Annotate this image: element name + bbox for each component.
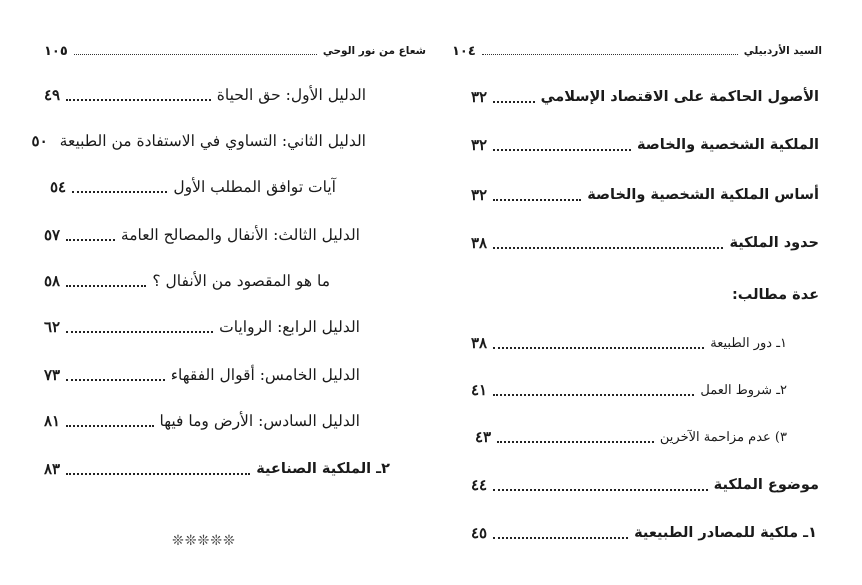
toc-entry[interactable] [44,82,366,108]
toc-entry-page: ٥٤ [50,178,67,196]
toc-entry-label: الدليل الثالث: الأنفال والمصالح العامة [120,226,360,244]
toc-entry-page: ٥٨ [44,272,61,290]
leader-dots [493,149,631,151]
leader-dots [72,191,167,193]
toc-entry-label: موضوع الملكية [713,477,819,493]
toc-entry-label: ٣) عدم مزاحمة الآخرين [659,429,787,445]
toc-entry-page: ٦٢ [44,318,61,336]
page-number: ١٠٤ [452,43,476,59]
leader-dots [493,537,628,539]
leader-dots [482,54,738,55]
toc-entry[interactable] [475,424,787,450]
toc-entry-page: ٤٥ [471,524,488,542]
toc-entry-page: ٤٤ [471,476,488,494]
toc-entry[interactable] [31,128,366,154]
toc-entry[interactable] [44,222,360,248]
toc-entry-label: الملكية الشخصية والخاصة [636,137,819,153]
toc-entry[interactable] [44,408,360,434]
leader-dots [66,99,211,101]
toc-entry-page: ٨١ [44,412,61,430]
toc-entry[interactable] [471,377,787,403]
leader-dots [66,285,146,287]
toc-entry-page: ٧٣ [44,366,61,384]
leader-dots [66,379,165,381]
toc-entry[interactable] [44,362,360,388]
right-page [431,0,862,585]
toc-entry-label: الدليل السادس: الأرض وما فيها [159,412,360,430]
toc-entry[interactable] [44,456,390,482]
toc-entry[interactable] [471,84,819,110]
toc-entry-label: حدود الملكية [729,235,819,251]
leader-dots [493,199,581,201]
leader-dots [493,489,708,491]
toc-entry[interactable] [471,330,787,356]
toc-entry-page: ٨٣ [44,460,61,478]
toc-entry-label: الدليل الرابع: الروايات [219,318,360,336]
toc-entry-label: آيات توافق المطلب الأول [173,178,336,196]
toc-heading-label: عدة مطالب: [731,287,819,303]
toc-entry-page: ٣٢ [471,186,488,204]
running-header [452,42,822,60]
toc-entry-page: ٤٣ [475,428,492,446]
leader-dots [497,441,654,443]
toc-entry[interactable] [50,174,336,200]
toc-entry-label: الأصول الحاكمة على الاقتصاد الإسلامي [540,89,819,105]
toc-entry-page: ٣٨ [471,334,488,352]
toc-entry-page: ٣٢ [471,136,488,154]
running-header-title: السيد الأردبيلي [743,45,822,57]
toc-section-heading [471,282,819,308]
toc-entry-label: ١ـ دور الطبيعة [710,335,787,351]
section-end-marker: ❊❊❊❊❊ [172,533,236,549]
toc-entry-page: ٤١ [471,381,488,399]
leader-dots [66,425,153,427]
leader-dots [66,331,213,333]
toc-entry-page: ٤٩ [44,86,61,104]
toc-entry-label: الدليل الأول: حق الحياة [216,86,366,104]
toc-entry-label: ٢ـ الملكية الصناعية [256,461,390,477]
toc-entry-page: ٥٠ [31,132,48,150]
toc-entry-label: ٢ـ شروط العمل [700,382,787,398]
leader-dots [493,247,723,249]
toc-entry-label: الدليل الخامس: أقوال الفقهاء [170,366,360,384]
toc-entry-label: ما هو المقصود من الأنفال ؟ [152,272,330,290]
toc-entry-page: ٣٢ [471,88,488,106]
toc-entry-label: الدليل الثاني: التساوي في الاستفادة من الطبيعة [59,132,366,150]
toc-entry[interactable] [471,182,819,208]
toc-entry-page: ٥٧ [44,226,61,244]
leader-dots [493,347,704,349]
toc-entry[interactable] [471,520,817,546]
toc-entry[interactable] [471,230,819,256]
running-header [44,42,426,60]
toc-entry-page: ٣٨ [471,234,488,252]
leader-dots [493,101,534,103]
page-number: ١٠٥ [44,43,68,59]
running-header-title: شعاع من نور الوحي [322,45,426,57]
leader-dots [66,473,250,475]
toc-entry-label: ١ـ ملكية للمصادر الطبيعية [634,525,817,541]
leader-dots [74,54,317,55]
toc-entry[interactable] [44,268,330,294]
leader-dots [493,394,694,396]
toc-entry-label: أساس الملكية الشخصية والخاصة [587,187,819,203]
toc-entry[interactable] [471,132,819,158]
leader-dots [66,239,115,241]
toc-entry[interactable] [44,314,360,340]
toc-entry[interactable] [471,472,819,498]
